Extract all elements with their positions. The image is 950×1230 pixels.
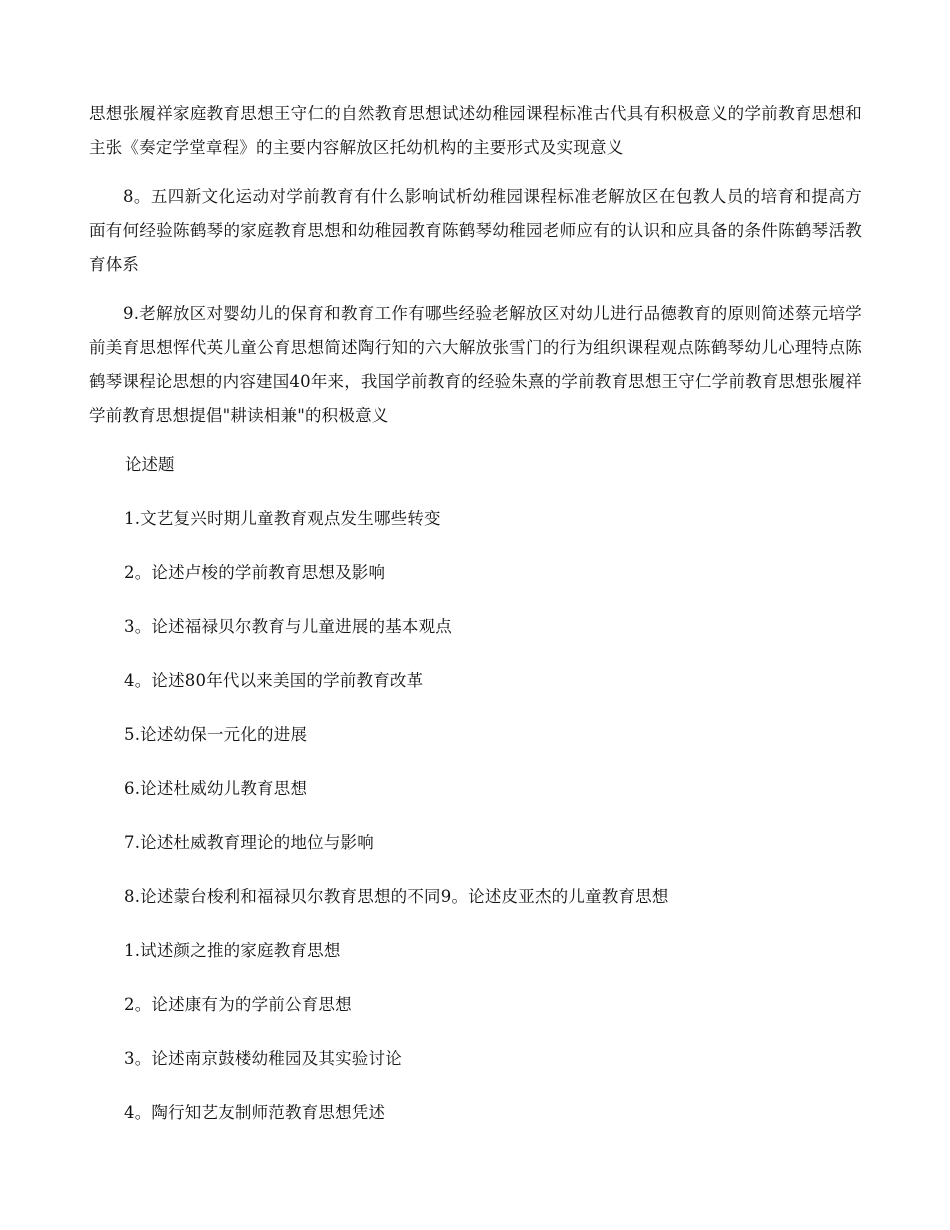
section-heading-essay: 论述题 — [125, 455, 175, 474]
essay-item: 5.论述幼保一元化的进展 — [124, 725, 308, 744]
essay-item: 2。论述康有为的学前公育思想 — [124, 995, 352, 1014]
essay-item: 1.文艺复兴时期儿童教育观点发生哪些转变 — [124, 509, 441, 528]
essay-item: 4。陶行知艺友制师范教育思想凭述 — [124, 1103, 386, 1122]
essay-item: 2。论述卢梭的学前教育思想及影响 — [124, 563, 386, 582]
essay-item: 3。论述福禄贝尔教育与儿童进展的基本观点 — [124, 617, 452, 636]
essay-item: 6.论述杜威幼儿教育思想 — [124, 779, 308, 798]
paragraph-item-8: 8。五四新文化运动对学前教育有什么影响试析幼稚园课程标准老解放区在包教人员的培育和提高方面有何经验陈鹤琴的家庭教育思想和幼稚园教育陈鹤琴幼稚园老师应有的认识和应具备的条件陈鹤琴活教育体系 — [89, 187, 862, 274]
essay-item: 8.论述蒙台梭利和福禄贝尔教育思想的不同9。论述皮亚杰的儿童教育思想 — [124, 887, 669, 906]
paragraph-continuation: 思想张履祥家庭教育思想王守仁的自然教育思想试述幼稚园课程标准古代具有积极意义的学前教育思想和主张《奏定学堂章程》的主要内容解放区托幼机构的主要形式及实现意义 — [89, 104, 862, 157]
essay-item: 3。论述南京鼓楼幼稚园及其实验讨论 — [124, 1049, 402, 1068]
paragraph-item-9: 9.老解放区对婴幼儿的保育和教育工作有哪些经验老解放区对幼儿进行品德教育的原则简述蔡元培学前美育思想恽代英儿童公育思想简述陶行知的六大解放张雪门的行为组织课程观点陈鹤琴幼儿心理特点陈鹤琴课程论思想的内容建国40年来，我国学前教育的经验朱熹的学前教育思想王守仁学前教育思想张履祥学前教育思想提倡"耕读相兼"的积极意义 — [89, 304, 862, 425]
essay-item: 4。论述80年代以来美国的学前教育改革 — [124, 671, 424, 690]
essay-item: 7.论述杜威教育理论的地位与影响 — [124, 833, 374, 852]
essay-item: 1.试述颜之推的家庭教育思想 — [124, 941, 341, 960]
